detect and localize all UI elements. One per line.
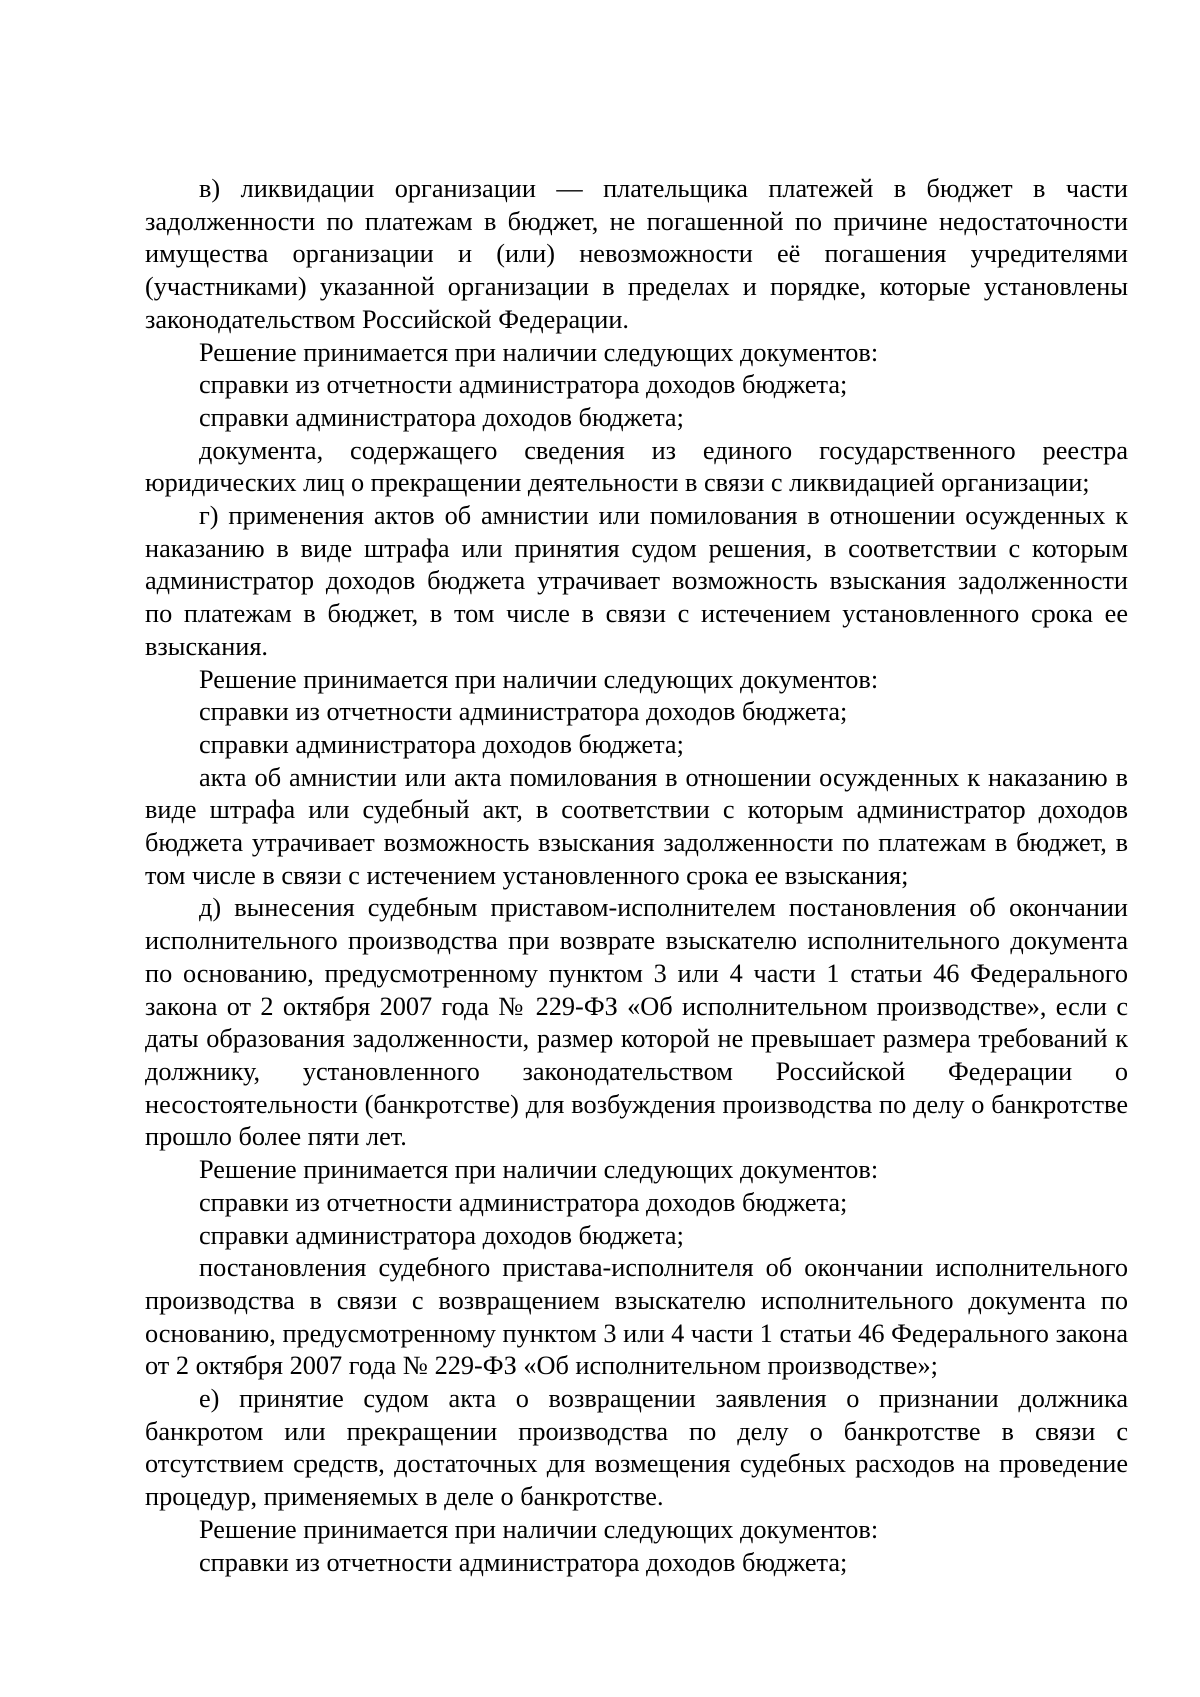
paragraph-administrator-certificate: справки администратора доходов бюджета; <box>199 729 684 759</box>
paragraph-amnesty-act: акта об амнистии или акта помилования в отношении осужденных к наказанию в виде штрафа или судебный акт, в соответствии с которым администратор доходов бюджета утрачивает возможность взыскания задолженности по платежам в бюджет, в том числе в связи с истечением установленного срока ее взыскания; <box>145 762 1128 890</box>
paragraph-registry-document: документа, содержащего сведения из единого государственного реестра юридических лиц о прекращении деятельности в связи с ликвидацией организации; <box>145 435 1128 498</box>
document-body <box>145 173 1128 1579</box>
paragraph-reporting-certificate: справки из отчетности администратора доходов бюджета; <box>199 697 848 727</box>
paragraph-reporting-certificate: справки из отчетности администратора доходов бюджета; <box>199 1187 848 1217</box>
paragraph-administrator-certificate: справки администратора доходов бюджета; <box>199 402 684 432</box>
paragraph-bailiff-resolution: постановления судебного пристава-исполнителя об окончании исполнительного производства в связи с возвращением взыскателю исполнительного документа по основанию, предусмотренному пунктом 3 или 4 части 1 статьи 46 Федерального закона от 2 октября 2007 года № 229-ФЗ «Об исполнительном производстве»; <box>145 1253 1128 1381</box>
paragraph-reporting-certificate: справки из отчетности администратора доходов бюджета; <box>199 370 848 400</box>
paragraph-decision-documents: Решение принимается при наличии следующих документов: <box>199 664 879 694</box>
paragraph-decision-documents: Решение принимается при наличии следующих документов: <box>199 337 879 367</box>
paragraph-decision-documents: Решение принимается при наличии следующих документов: <box>199 1155 879 1185</box>
paragraph-item-d-bailiff: д) вынесения судебным приставом-исполнителем постановления об окончании исполнительного производства при возврате взыскателю исполнительного документа по основанию, предусмотренному пунктом 3 или 4 части 1 статьи 46 Федерального закона от 2 октября 2007 года № 229-ФЗ «Об исполнительном производстве», если с даты образования задолженности, размер которой не превышает размера требований к должнику, установленного законодательством Российской Федерации о несостоятельности (банкротстве) для возбуждения производства по делу о банкротстве прошло более пяти лет. <box>145 893 1128 1152</box>
paragraph-decision-documents: Решение принимается при наличии следующих документов: <box>199 1514 879 1544</box>
paragraph-item-v-liquidation: в) ликвидации организации — плательщика платежей в бюджет в части задолженности по платежам в бюджет, не погашенной по причине недостаточности имущества организации и (или) невозможности её погашения учредителями (участниками) указанной организации в пределах и порядке, которые установлены законодательством Российской Федерации. <box>145 174 1128 334</box>
paragraph-item-g-amnesty: г) применения актов об амнистии или помилования в отношении осужденных к наказанию в виде штрафа или принятия судом решения, в соответствии с которым администратор доходов бюджета утрачивает возможность взыскания задолженности по платежам в бюджет, в том числе в связи с истечением установленного срока ее взыскания. <box>145 501 1128 661</box>
paragraph-administrator-certificate: справки администратора доходов бюджета; <box>199 1220 684 1250</box>
paragraph-item-e-bankruptcy: е) принятие судом акта о возвращении заявления о признании должника банкротом или прекращении производства по делу о банкротстве в связи с отсутствием средств, достаточных для возмещения судебных расходов на проведение процедур, применяемых в деле о банкротстве. <box>145 1384 1128 1512</box>
paragraph-reporting-certificate: справки из отчетности администратора доходов бюджета; <box>199 1547 848 1577</box>
